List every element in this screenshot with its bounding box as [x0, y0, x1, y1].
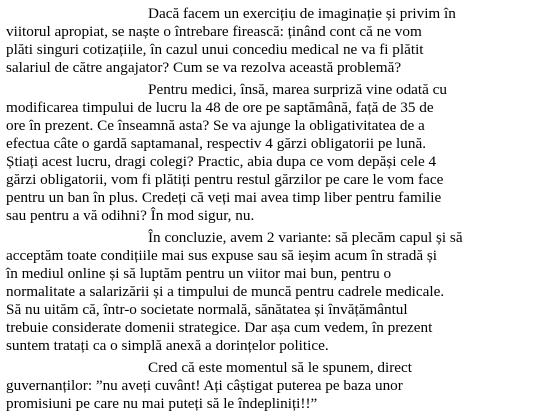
text-line: efectua câte o gardă saptamanal, respectiv 4 gărzi obligatorii pe lună. [6, 135, 426, 152]
text-line: normalitate a salarizării și a timpului de muncă pentru cadrele medicale. [6, 283, 445, 300]
text-line: Să nu uităm că, într-o societate normală, sănătatea și învățământul [6, 301, 408, 318]
text-line: plăti singuri cotizațiile, în cazul unui concediu medical ne va fi plătit [6, 41, 424, 58]
text-line: în mediul online și să luptăm pentru un viitor mai bun, pentru o [6, 265, 392, 282]
text-line: În concluzie, avem 2 variante: să plecăm capul și să [148, 229, 463, 246]
text-line: sau pentru a vă odihni? În mod sigur, nu. [6, 207, 255, 224]
text-line: ore în prezent. Ce înseamnă asta? Se va ajunge la obligativitatea de a [6, 117, 425, 134]
text-line: Pentru medici, însă, marea surpriză vine odată cu [148, 81, 447, 98]
text-line: trebuie considerate domenii strategice. Dar așa cum vedem, în prezent [6, 319, 433, 336]
text-line: salariul de către angajator? Cum se va rezolva această problemă? [6, 59, 402, 76]
text-line: Cred că este momentul să le spunem, direct [148, 359, 413, 376]
text-line: modificarea timpului de lucru la 48 de ore pe saptămână, față de 35 de [6, 99, 434, 116]
text-line: promisiuni pe care nu mai puteți să le îndepliniți!!” [6, 395, 318, 412]
text-line: gărzi obligatorii, vom fi plătiți pentru restul gărzilor pe care le vom face [6, 171, 444, 188]
text-line: acceptăm toate condițiile mai sus expuse sau să ieșim acum în stradă și [6, 247, 438, 264]
text-line: viitorul apropiat, se naște o întrebare firească: ținând cont că ne vom [6, 23, 422, 40]
text-line: guvernanților: ”nu aveți cuvânt! Ați câștigat puterea pe baza unor [6, 377, 403, 394]
text-line: Dacă facem un exercițiu de imaginație și privim în [148, 5, 456, 22]
text-line: pentru un ban în plus. Credeți că veți mai avea timp liber pentru familie [6, 189, 442, 206]
text-line: suntem tratați ca o simplă anexă a dorințelor politice. [6, 337, 329, 354]
text-line: Știați acest lucru, dragi colegi? Practic, abia dupa ce vom depăși cele 4 [6, 153, 437, 170]
